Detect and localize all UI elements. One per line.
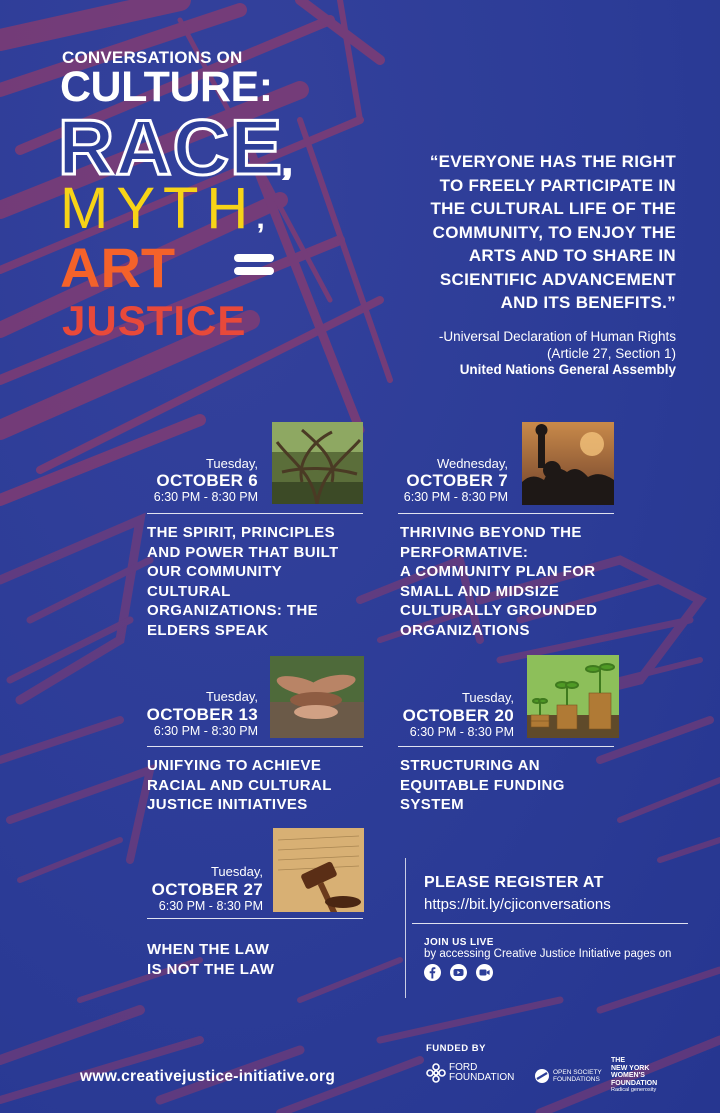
register-heading: PLEASE REGISTER AT	[424, 874, 604, 891]
session-title-line: SMALL AND MIDSIZE	[400, 582, 560, 600]
nywf-logo-line: NEW YORK	[611, 1064, 650, 1072]
quote-line: TO FREELY PARTICIPATE IN	[439, 175, 676, 195]
session-title	[400, 523, 597, 640]
session-divider	[398, 513, 614, 514]
new-york-womens-foundation-logo	[611, 1057, 671, 1095]
gavel-constitution-photo	[273, 828, 364, 912]
quote-line: COMMUNITY, TO ENJOY THE	[432, 222, 676, 242]
session-title	[147, 756, 332, 815]
title-line-conversations-on: CONVERSATIONS ON	[62, 48, 243, 67]
session-title-line: THE SPIRIT, PRINCIPLES	[147, 524, 335, 541]
coin-stacks-plants-photo	[527, 655, 619, 738]
session-divider	[147, 918, 363, 919]
raised-fist-crowd-photo	[522, 422, 614, 505]
equals-sign-icon	[234, 252, 274, 278]
session-title	[147, 940, 274, 979]
session-date: OCTOBER 7	[406, 471, 508, 490]
joined-hands-photo	[270, 656, 364, 738]
title-myth-text: MYTH	[60, 176, 257, 241]
nywf-logo-line: FOUNDATION	[611, 1079, 658, 1087]
session-date: OCTOBER 6	[156, 471, 258, 490]
title-race-comma: ,	[283, 148, 293, 181]
join-live-heading: JOIN US LIVE	[424, 937, 494, 948]
quote-line: ARTS AND TO SHARE IN	[468, 246, 676, 265]
register-link[interactable]: https://bit.ly/cjiconversations	[424, 896, 611, 913]
session-date: OCTOBER 13	[146, 705, 258, 724]
citation-line: -Universal Declaration of Human Rights	[438, 329, 676, 344]
title-myth	[60, 176, 273, 241]
nywf-logo-tagline: Radical generosity	[611, 1087, 657, 1093]
quote-line: AND ITS BENEFITS.”	[500, 293, 676, 312]
session-time: 6:30 PM - 8:30 PM	[158, 899, 263, 913]
register-rule	[412, 923, 688, 924]
ford-logo-line: FORD	[449, 1062, 478, 1073]
title-culture: CULTURE:	[60, 63, 273, 111]
session-time: 6:30 PM - 8:30 PM	[153, 724, 258, 738]
session-day: Tuesday,	[205, 689, 258, 704]
citation-organization: United Nations General Assembly	[459, 362, 676, 377]
session-day: Wednesday,	[436, 456, 508, 471]
human-rights-quote	[356, 150, 676, 315]
session-title-line: JUSTICE INITIATIVES	[147, 796, 308, 813]
youtube-icon[interactable]	[450, 964, 467, 981]
session-title-line: PERFORMATIVE:	[400, 543, 529, 561]
join-live-subtitle: by accessing Creative Justice Initiative pages on	[424, 948, 672, 960]
session-divider	[147, 746, 363, 747]
title-race-text: RACE	[58, 103, 284, 191]
session-date: OCTOBER 27	[151, 880, 263, 899]
quote-citation	[336, 328, 676, 362]
session-divider	[147, 513, 363, 514]
session-title-line: CULTURAL	[147, 582, 231, 600]
facebook-icon[interactable]	[424, 964, 441, 981]
ford-foundation-logo	[449, 1063, 514, 1083]
osf-logo-line: OPEN SOCIETY	[553, 1069, 602, 1076]
session-title-line: ELDERS SPEAK	[147, 621, 269, 639]
title-art: ART	[60, 236, 176, 299]
session-title-line: EQUITABLE FUNDING	[400, 776, 565, 794]
session-title-line: ORGANIZATIONS: THE	[147, 602, 319, 619]
open-society-logo	[553, 1069, 602, 1083]
session-title-line: UNIFYING TO ACHIEVE	[147, 757, 322, 774]
session-title-line: A COMMUNITY PLAN FOR	[400, 563, 596, 580]
session-title-line: AND POWER THAT BUILT	[147, 543, 339, 561]
session-date: OCTOBER 20	[402, 706, 514, 725]
session-title-line: WHEN THE LAW	[147, 941, 270, 958]
nywf-logo-line: WOMEN'S	[611, 1072, 645, 1079]
session-title	[400, 756, 565, 815]
ford-foundation-logo-icon	[425, 1062, 447, 1084]
session-day: Tuesday,	[210, 864, 263, 879]
session-time: 6:30 PM - 8:30 PM	[409, 725, 514, 739]
quote-line: SCIENTIFIC ADVANCEMENT	[439, 269, 676, 289]
funded-by-label: FUNDED BY	[426, 1043, 486, 1054]
osf-logo-line: FOUNDATIONS	[553, 1076, 600, 1083]
session-title-line: STRUCTURING AN	[400, 757, 541, 774]
title-myth-comma: ,	[256, 202, 273, 235]
session-title-line: THRIVING BEYOND THE	[400, 524, 582, 541]
zoom-icon[interactable]	[476, 964, 493, 981]
session-title-line: ORGANIZATIONS	[400, 621, 530, 639]
nywf-logo-line: THE	[611, 1057, 625, 1064]
session-title-line: IS NOT THE LAW	[147, 960, 275, 978]
session-title-line: CULTURALLY GROUNDED	[400, 602, 598, 619]
session-divider	[398, 746, 614, 747]
register-divider	[405, 858, 406, 998]
open-society-logo-icon	[534, 1068, 550, 1084]
title-justice: JUSTICE	[62, 297, 247, 344]
session-day: Tuesday,	[205, 456, 258, 471]
website-link[interactable]: www.creativejustice-initiative.org	[80, 1068, 336, 1085]
session-day: Tuesday,	[461, 690, 514, 705]
session-title	[147, 523, 339, 640]
session-time: 6:30 PM - 8:30 PM	[153, 490, 258, 504]
citation-line: (Article 27, Section 1)	[546, 346, 676, 361]
quote-line: THE CULTURAL LIFE OF THE	[430, 199, 676, 218]
ford-logo-line: FOUNDATION	[449, 1072, 515, 1083]
session-title-line: RACIAL AND CULTURAL	[147, 776, 332, 794]
session-title-line: OUR COMMUNITY	[147, 563, 283, 580]
quote-line: “EVERYONE HAS THE RIGHT	[429, 152, 676, 171]
session-time: 6:30 PM - 8:30 PM	[403, 490, 508, 504]
title-race	[58, 103, 293, 191]
session-title-line: SYSTEM	[400, 796, 465, 813]
